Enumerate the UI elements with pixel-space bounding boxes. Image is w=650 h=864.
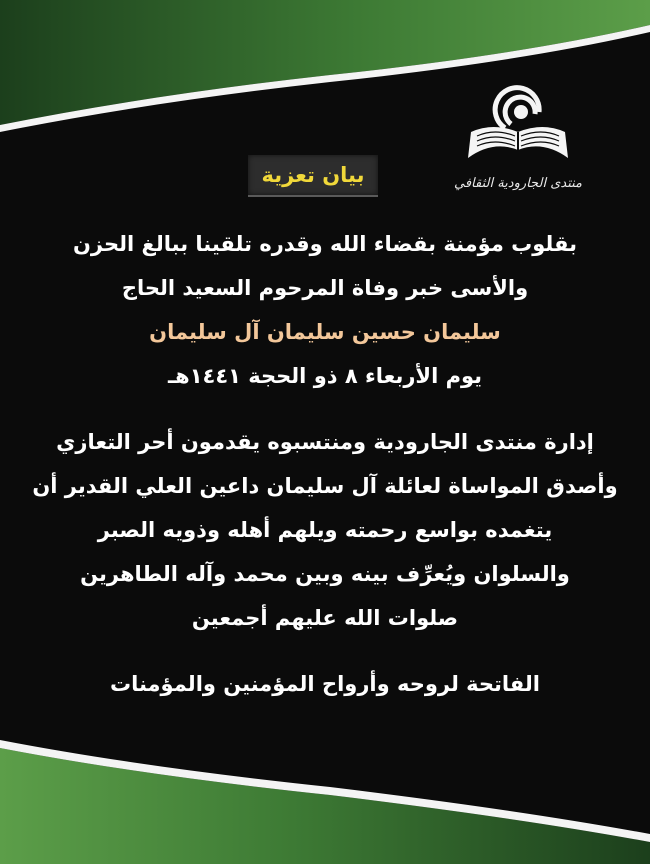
death-date: يوم الأربعاء ٨ ذو الحجة ١٤٤١هـ: [167, 364, 483, 388]
paragraph-line-1: إدارة منتدى الجارودية ومنتسبوه يقدمون أحر التعازي: [56, 430, 594, 454]
paragraph-line-4: والسلوان ويُعرِّف بينه وبين محمد وآله الطاهرين: [80, 562, 570, 586]
message-line-1: بقلوب مؤمنة بقضاء الله وقدره تلقينا ببالغ الحزن: [73, 232, 577, 256]
paragraph-line-2: وأصدق المواساة لعائلة آل سليمان داعين العلي القدير أن: [32, 474, 618, 498]
forum-logo: [438, 70, 598, 200]
logo-text: منتدى الجارودية الثقافي: [453, 176, 582, 191]
condolence-message: [30, 222, 620, 706]
closing-line: الفاتحة لروحه وأرواح المؤمنين والمؤمنات: [110, 672, 540, 696]
open-book-logo-icon: [453, 70, 583, 170]
condolence-title: بيان تعزية: [261, 163, 365, 187]
message-line-2: والأسى خبر وفاة المرحوم السعيد الحاج: [121, 276, 529, 300]
paragraph-line-3: يتغمده بواسع رحمته ويلهم أهله وذويه الصبر: [97, 518, 553, 542]
condolence-title-badge: [248, 155, 378, 197]
paragraph-line-5: صلوات الله عليهم أجمعين: [191, 606, 459, 630]
deceased-name: سليمان حسين سليمان آل سليمان: [149, 320, 501, 344]
